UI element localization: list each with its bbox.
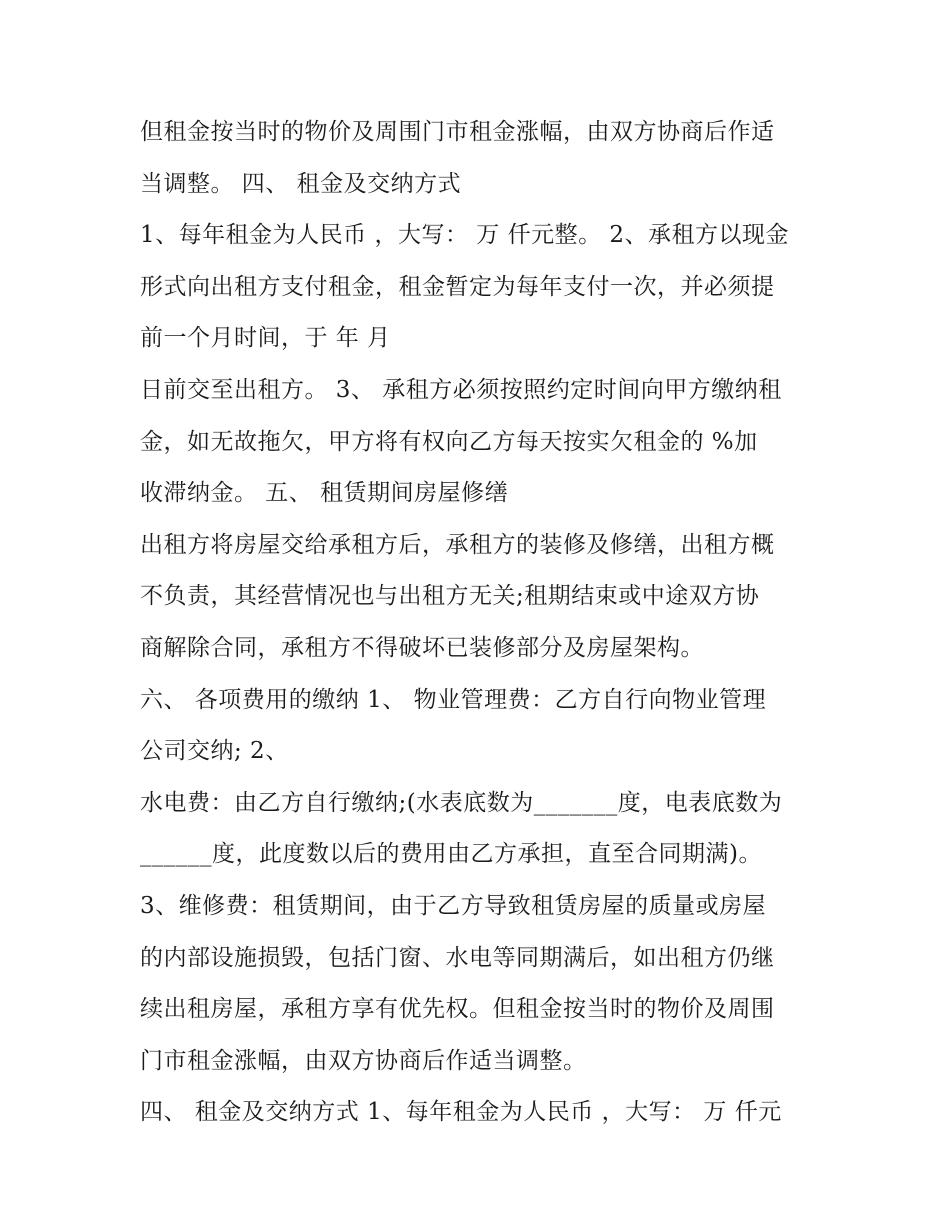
text-line: 公司交纳; 2、	[140, 738, 289, 765]
text-line: 日前交至出租方。 3、 承租方必须按照约定时间向甲方缴纳租	[140, 376, 782, 403]
text-line: 形式向出租方支付租金，租金暂定为每年支付一次，并必须提	[140, 273, 775, 300]
text-line: 金，如无故拖欠，甲方将有权向乙方每天按实欠租金的 %加	[140, 428, 758, 455]
text-line: ______度，此度数以后的费用由乙方承担，直至合同期满)。	[140, 841, 762, 868]
text-line: 续出租房屋，承租方享有优先权。但租金按当时的物价及周围	[140, 996, 775, 1023]
text-line: 3、维修费：租赁期间，由于乙方导致租赁房屋的质量或房屋	[140, 892, 767, 919]
text-line: 的内部设施损毁，包括门窗、水电等同期满后，如出租方仍继	[140, 944, 775, 971]
text-line: 1、每年租金为人民币 ，大写： 万 仟元整。 2、承租方以现金	[140, 222, 790, 249]
text-line: 出租方将房屋交给承租方后，承租方的装修及修缮，出租方概	[140, 531, 775, 558]
text-line: 当调整。 四、 租金及交纳方式	[140, 170, 462, 197]
contract-text	[140, 107, 820, 1139]
text-line: 收滞纳金。 五、 租赁期间房屋修缮	[140, 480, 509, 507]
text-line: 门市租金涨幅，由双方协商后作适当调整。	[140, 1047, 587, 1074]
text-line: 商解除合同，承租方不得破坏已装修部分及房屋架构。	[140, 634, 704, 661]
text-line: 但租金按当时的物价及周围门市租金涨幅，由双方协商后作适	[140, 119, 775, 145]
text-line: 不负责，其经营情况也与出租方无关;租期结束或中途双方协	[140, 583, 760, 610]
text-line: 水电费：由乙方自行缴纳;(水表底数为_______度，电表底数为	[140, 789, 783, 816]
text-line: 四、 租金及交纳方式 1、每年租金为人民币 ，大写： 万 仟元	[140, 1099, 782, 1126]
text-line: 六、 各项费用的缴纳 1、 物业管理费：乙方自行向物业管理	[140, 686, 767, 713]
text-line: 前一个月时间，于 年 月	[140, 325, 391, 352]
